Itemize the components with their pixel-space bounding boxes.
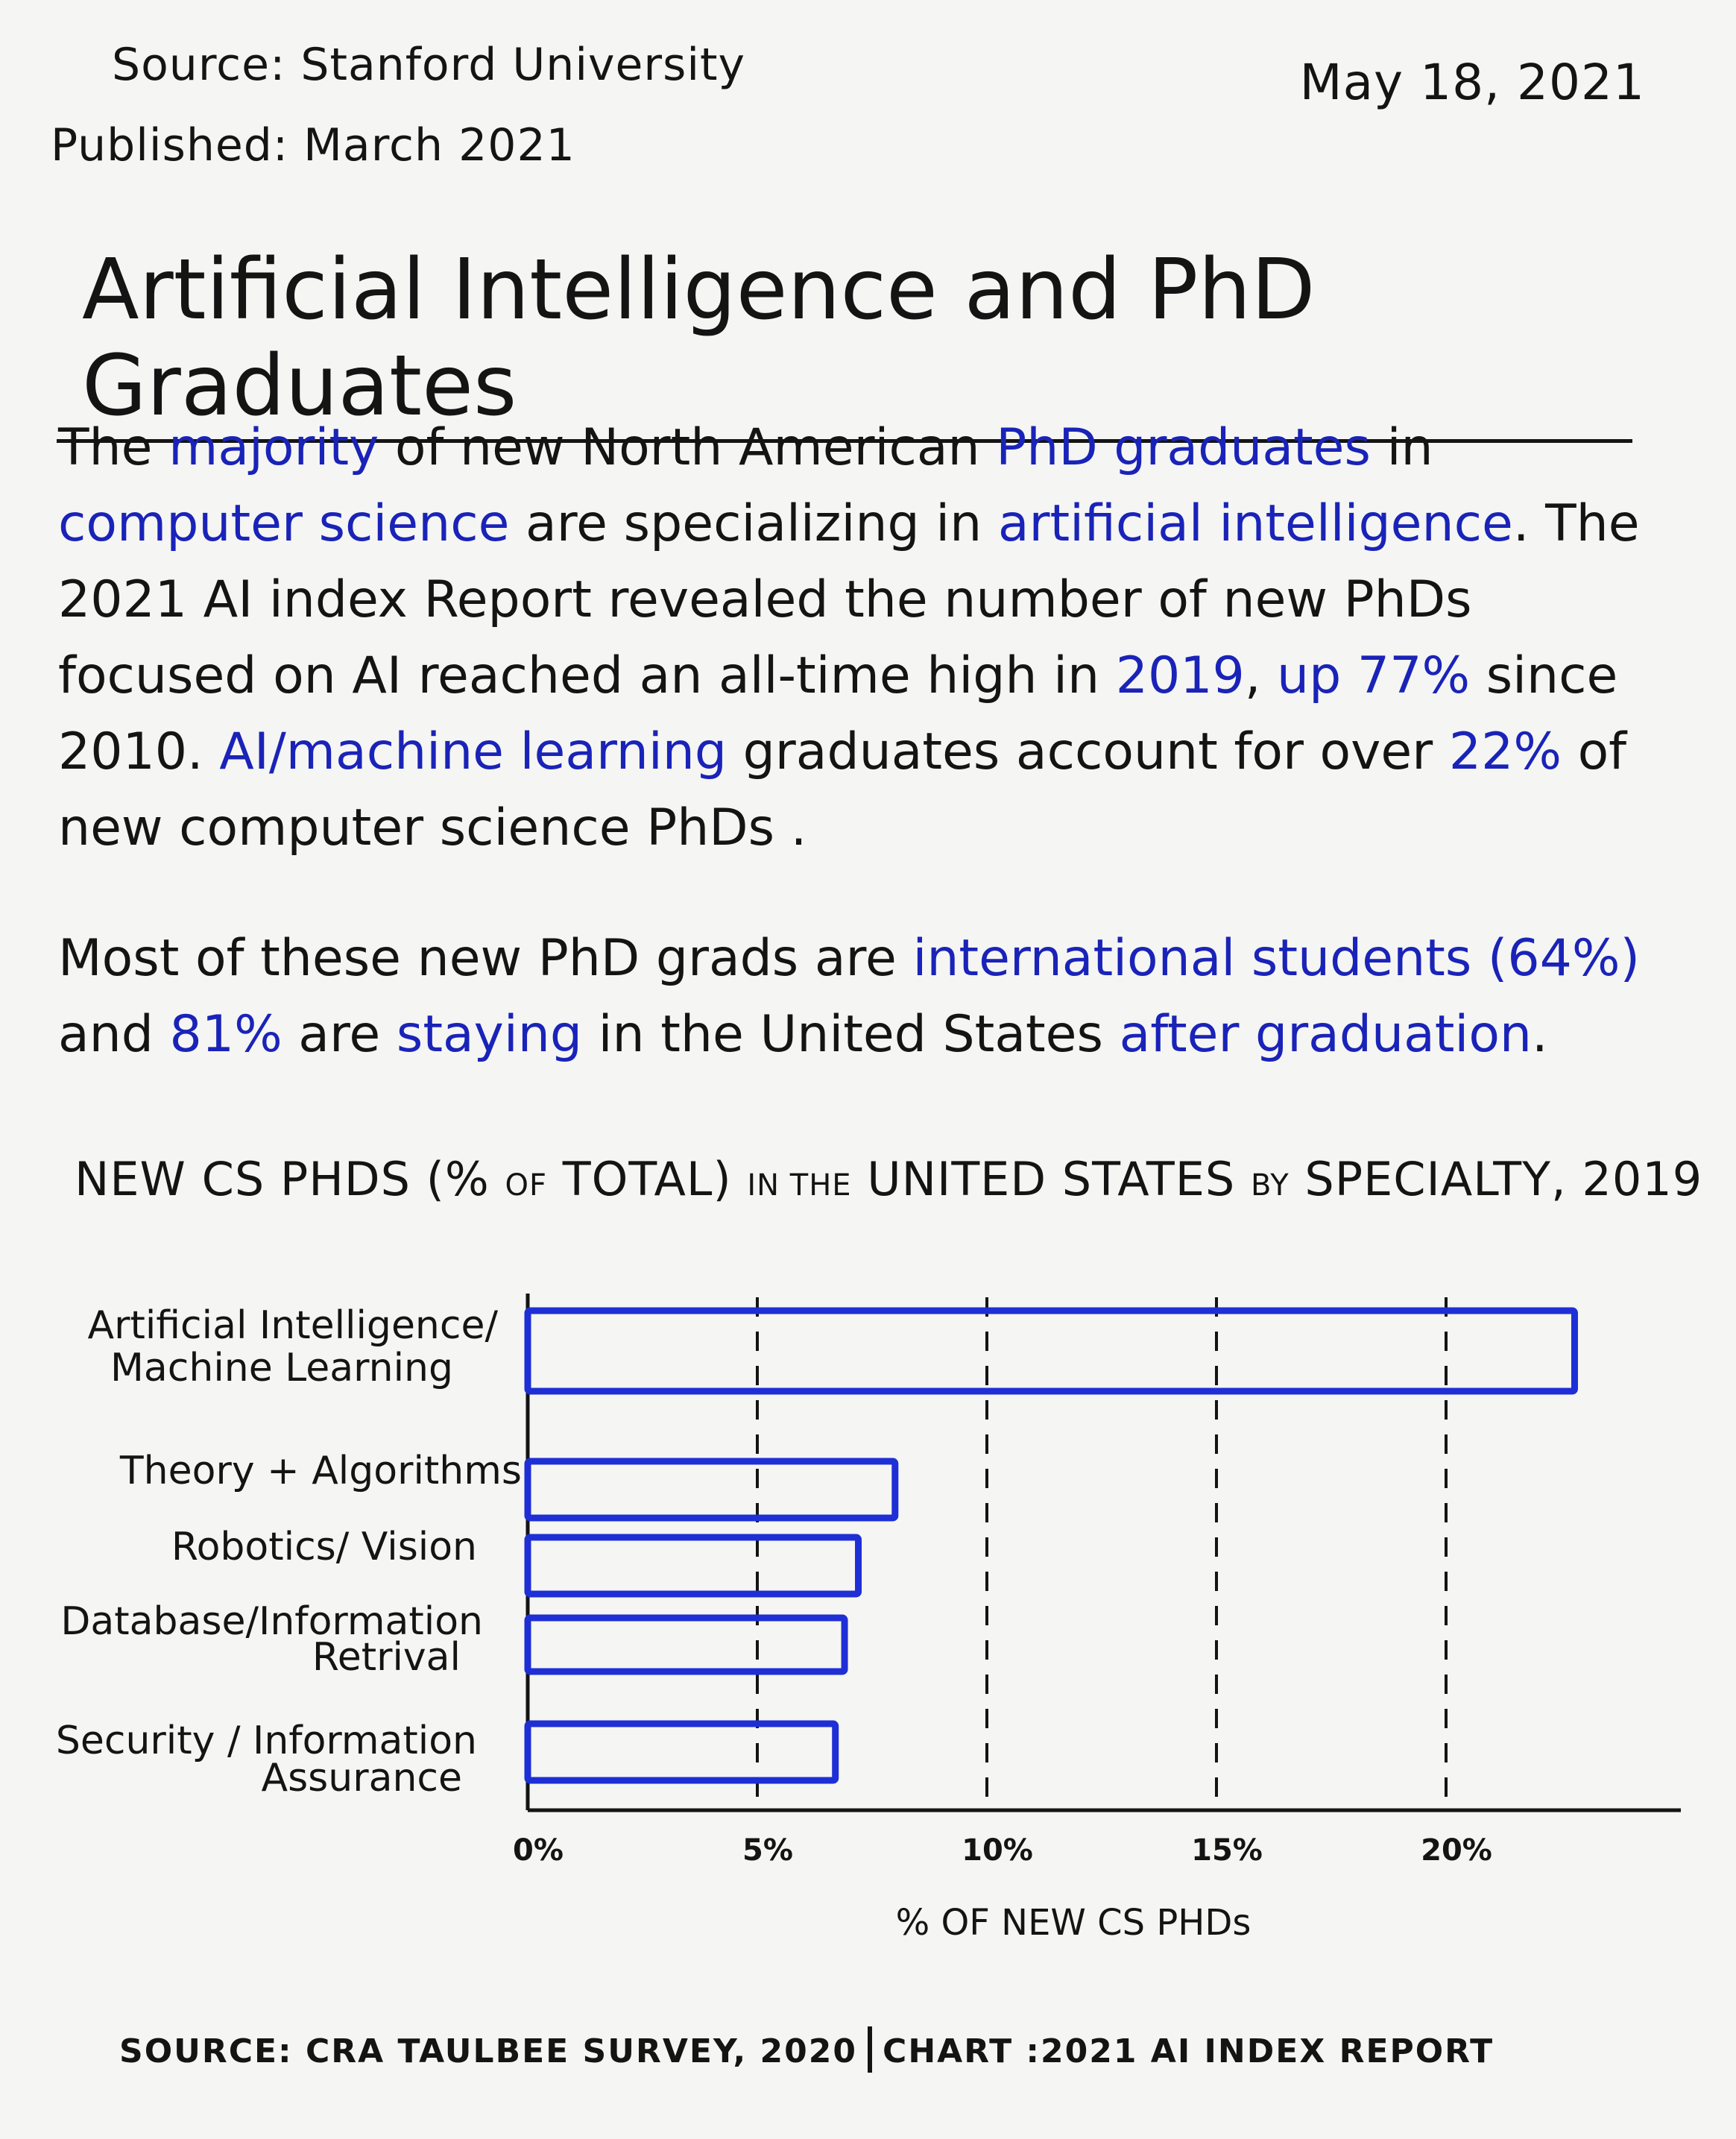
highlighted-text: artificial intelligence — [997, 494, 1513, 553]
bar — [528, 1311, 1574, 1391]
body-text: are specializing in — [509, 494, 998, 553]
chart-title-part: TOTAL) — [547, 1152, 748, 1206]
published-line: Published: March 2021 — [51, 119, 575, 171]
x-tick-label: 10% — [962, 1833, 1033, 1868]
chart-title-part: OF — [505, 1168, 548, 1203]
paragraph-1 — [58, 410, 1683, 866]
body-text: graduates account for over — [727, 722, 1449, 781]
paragraph-2 — [58, 921, 1683, 1073]
bar — [528, 1724, 836, 1780]
category-label: Machine Learning — [110, 1346, 453, 1390]
chart-title-part: SPECIALTY, 2019 — [1289, 1152, 1703, 1206]
highlighted-text: computer science — [58, 494, 510, 553]
chart-title — [75, 1152, 1702, 1206]
x-tick-label: 15% — [1191, 1833, 1263, 1868]
body-text: of new North American — [379, 418, 997, 477]
highlighted-text: 81% — [169, 1005, 283, 1064]
highlighted-text: 22% — [1448, 722, 1562, 781]
category-label: Database/Information — [60, 1599, 483, 1644]
x-tick-label: 5% — [742, 1833, 793, 1868]
highlighted-text: AI/machine learning — [219, 722, 727, 781]
highlighted-text: 2019 — [1115, 646, 1245, 705]
date-line: May 18, 2021 — [1299, 54, 1645, 111]
body-text: , — [1244, 646, 1278, 705]
category-label: Retrival — [312, 1635, 461, 1680]
highlighted-text: PhD graduates — [996, 418, 1371, 477]
chart-title-part: UNITED STATES — [851, 1152, 1251, 1206]
category-label: Assurance — [261, 1756, 462, 1801]
body-text: . — [1532, 1005, 1548, 1064]
source-line: Source: Stanford University — [112, 39, 746, 91]
page-title: Artificial Intelligence and PhD Graduates — [57, 242, 1632, 443]
body-text: of new computer science PhDs . — [58, 722, 1627, 857]
highlighted-text: international students (64%) — [912, 929, 1641, 988]
body-text: are — [282, 1005, 397, 1064]
bar-chart — [0, 1267, 1736, 1983]
category-label: Security / Information — [55, 1719, 477, 1763]
body-text: and — [58, 1005, 170, 1064]
category-label: Theory + Algorithms — [119, 1449, 522, 1493]
category-label: Artificial Intelligence/ — [87, 1303, 498, 1348]
category-label: Robotics/ Vision — [171, 1525, 477, 1569]
highlighted-text: after graduation — [1119, 1005, 1533, 1064]
highlighted-text: majority — [168, 418, 379, 477]
bar — [528, 1537, 859, 1594]
highlighted-text: staying — [396, 1005, 583, 1064]
x-axis-label: % OF NEW CS PHDs — [895, 1902, 1252, 1944]
bar — [528, 1461, 895, 1518]
chart-title-part: BY — [1250, 1168, 1290, 1203]
footer-chart-credit: CHART :2021 AI INDEX REPORT — [883, 2032, 1494, 2070]
bar — [528, 1618, 845, 1672]
x-tick-label: 20% — [1421, 1833, 1492, 1868]
body-text: since 2010. — [58, 646, 1618, 781]
footer-separator — [868, 2026, 872, 2073]
highlighted-text: up 77% — [1277, 646, 1471, 705]
chart-title-part: NEW CS PHDS (% — [75, 1152, 505, 1206]
body-text: The — [58, 418, 169, 477]
body-text: . The 2021 AI index Report revealed the number of new PhDs focused on AI reached an all-time high in — [58, 494, 1640, 705]
chart-footer — [119, 2026, 1494, 2073]
x-tick-label: 0% — [513, 1833, 564, 1868]
body-text: in the United States — [582, 1005, 1120, 1064]
body-text: Most of these new PhD grads are — [58, 929, 913, 988]
footer-source: SOURCE: CRA TAULBEE SURVEY, 2020 — [119, 2032, 858, 2070]
body-text: in — [1370, 418, 1433, 477]
chart-title-part: IN THE — [747, 1168, 852, 1203]
